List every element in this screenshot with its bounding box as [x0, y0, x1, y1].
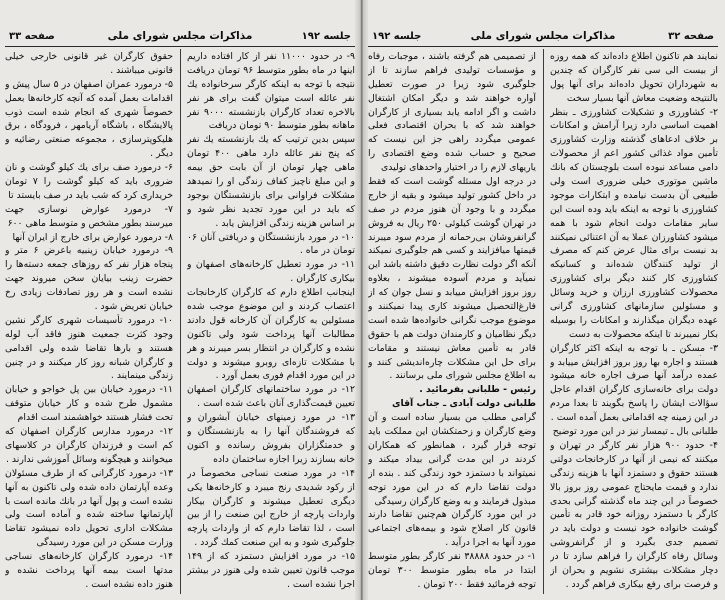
text-line: ۱۵- در مورد افزايش دستمزد كه از ۱۴۹: [187, 551, 355, 563]
text-line: بكار نميبرند تا اينكه محصولات به دست: [569, 328, 718, 340]
text-line: در اين مورد اقدام فورى بعمل آورد .: [215, 370, 355, 382]
page-number: صفحه ۳۲: [668, 31, 714, 42]
text-line: كه پنج نفر عائله دارد ماهى ۴۰۰ تومان: [187, 148, 355, 160]
text-line: تحت فشار هستند خواهشمند است اقدام: [17, 412, 173, 424]
text-line: ۶- درمورد صف براى يك كيلو گوشت و نان: [5, 162, 173, 174]
text-line: و مؤسسات توليدى فراهم سازند تا از: [368, 64, 536, 76]
text-line: داشت و اگر ادامه يابد بسيارى از كارگران: [368, 106, 536, 118]
text-line: دولت براى خانه‌سازى كارگران اقدام عاجل: [550, 384, 718, 396]
text-line: ۱- در حدود ۳۸۸۸۸ نفر كارگر بطور متوسط: [368, 551, 536, 563]
text-line: ۱۲- در مورد ساختمانهاى كارگران اصفهان: [187, 384, 355, 396]
text-line: قانون كار اصلاح شود و بيمه‌هاى اجتماعى: [368, 523, 536, 535]
text-line: خواهند شد كه با بحران اقتصادى فعلى: [368, 120, 536, 132]
text-line: بالاخره تعداد كارگران بازنشسته ۹۰۰۰ نفر: [187, 106, 355, 118]
text-line: و اين مبلغ ناچيز كفاف زندگى او را نميدهد: [187, 176, 355, 188]
text-line: به اطلاع مجلس شوراى ملى برسانند .: [389, 370, 536, 382]
text-line: ضرورى بايد كه كيلو گوشت را ۷ تومان: [5, 176, 173, 188]
text-line: اينها در ماه بطور متوسط ۹۶ تومان دريافت: [187, 64, 355, 76]
text-line: ميكنند كه نيمى از آنها در كارخانجات دولتى: [550, 453, 718, 465]
text-line: مشكلات ادارى تحويل داده نميشود تقاضا: [5, 523, 173, 535]
text-line: ديگر .: [150, 148, 173, 160]
text-line: جلوگيرى شود و به اين صنعت كمك گردد .: [194, 537, 355, 549]
page-33: [5, 28, 355, 596]
text-line: آنكه اگر دولت نظارت دقيق داشته باشد اين: [368, 259, 536, 271]
text-line: ميگردد و با وجود آن هنوز مردم در صف: [368, 203, 536, 215]
book-gutter: [355, 0, 368, 600]
text-line: ۸- درمورد عوارض براى خارج از ايران آنها: [12, 231, 173, 243]
text-line: تعيين قيمت‌گذارى آنان باعث شده است .: [197, 398, 355, 410]
text-line: ۱۲- درمورد مدارس كارگران اصفهان كه: [5, 426, 173, 438]
publication-title: مذاكرات مجلس شوراى ملى: [107, 30, 253, 42]
text-line: از توليد كنندگان شده‌اند و كسانيكه: [550, 259, 718, 271]
text-line: ديگر نظاميان و كارمندان دولت هم با حقوق: [368, 328, 536, 340]
text-line: بد نيست براى مثال عرض كنم كه مصرف: [550, 245, 718, 257]
page-header: [5, 28, 355, 47]
page-number: صفحه ۳۳: [9, 31, 55, 42]
text-line: و مسئولين سازمانهاى كشاورزى گرانى: [550, 301, 718, 313]
text-line: نشده است و پول آنها در بانك مانده است با: [5, 495, 173, 507]
text-line: نتيجه با توجه به اينكه كارگر سرخانواده يك: [187, 78, 355, 90]
text-line: ۱۳- درمورد كارگرانى كه از طرف مسئولان: [5, 467, 173, 479]
text-line: در تهران گوشت كيلوئى ۲۵۰ ريال به فروش: [368, 217, 536, 229]
session-label: جلسه ۱۹۲: [301, 31, 351, 42]
text-line: روز بروز افزايش مييابد و نسل جوان كه از: [368, 287, 536, 299]
text-line: ۱۴- درمورد كارگران كارخانه‌هاى نساجى: [5, 551, 173, 563]
text-line: ۱۱- در مورد تعطيل كارخانه‌هاى اصفهان و: [187, 259, 355, 271]
text-line: وجود كثرت جمعيت هنوز فاقد آب لوله: [5, 328, 173, 340]
text-line: بر اساس هزينه زندگى افزايش يابد .: [215, 217, 355, 229]
text-line: ۲- كشاورزى و تشكيلات كشاورزى ـ بنظر: [550, 106, 718, 118]
text-line: كشاورزى با توجه به اينكه بايد وده است اين: [550, 203, 718, 215]
text-line: محصولات كشاورزى ارزان و خريد وسائل: [550, 287, 718, 299]
text-line: هستند و اجاره بها روز بروز افزايش مييابد و: [550, 356, 718, 368]
text-line: تصميم جدى بگيرد و از گرانفروشى: [550, 537, 718, 549]
text-line: بالنتيجه وضعيت معاش آنها بسيار سخت: [566, 92, 718, 104]
text-line: دچار مشكلات بيشترى نشويم و بحران از: [550, 564, 718, 576]
text-column-left: [368, 50, 536, 593]
text-line: ۳- مسكن ـ با توجه به اينكه اكثر كارگران: [550, 342, 718, 354]
text-line: بر خلاف ادعاهاى گذشته وزارت كشاورزى: [550, 134, 718, 146]
text-line: بيكارى كارگران .: [290, 273, 355, 285]
text-line: آواره خواهند شد و ديگر امكان اشتغال: [368, 92, 536, 104]
text-line: قيمتها ميافزايند و كسى هم جلوگيرى نميكند: [368, 245, 536, 257]
text-line: وضع كارگران و زحمتكشان اين مملكت بايد: [368, 426, 536, 438]
text-line: ميرسند بطور مشخص و متوسط ماهى ۶۰۰: [7, 217, 173, 229]
text-line: ماهانه بطور متوسط ۹۰ تومان دريافت: [208, 120, 355, 132]
text-line: زندگى مينمايند .: [110, 370, 173, 382]
text-line: وعده آپارتمان داده شده ولى تاكنون به آنها: [5, 481, 173, 493]
text-line: در اين مورد كارگران هم‌چنين تقاضا دارند: [368, 509, 536, 521]
text-line: خانه بسازند زيرا اجازه ساختمان داده: [213, 453, 355, 465]
page-header: [368, 28, 718, 47]
text-line: كه بايد در اين مورد تجديد نظر شود و: [187, 203, 355, 215]
text-line: كه فروشندگان آنها را به بازنشستگان و: [187, 426, 355, 438]
speaker-line: رئيس - طلبانى بفرمائيد .: [419, 384, 536, 396]
text-line: اهميت اساسى دارد زيرا آرامش و امكانات: [550, 120, 718, 132]
text-line: سپس بدين ترتيب كه يك بازنشسته يك نفر: [187, 134, 355, 146]
text-line: نميتواند با دستمزد خود زندگى كند . بنده از: [368, 467, 536, 479]
text-line: صحيح و حساب شده وضع اقتصادى را: [368, 148, 536, 160]
text-line: و خدمتگزاران بفروش رسانده و اكنون: [187, 439, 355, 451]
text-line: ۱۳- در مورد زمينهاى خيابان آبشوران و: [187, 412, 355, 424]
text-line: مورد آنها به اجرا درآيد .: [445, 537, 536, 549]
text-line: از بيست الى سى نفر كارگران كه چندين: [550, 64, 718, 76]
text-line: ۴- حدود ۹۰۰ هزار نفر كارگر در تهران و: [550, 439, 718, 451]
text-line: ۵- درمورد عمران اصفهان در ۵ سال پيش و: [5, 78, 173, 90]
text-line: كشاورزى كار كنند ديگر براى كشاورزى: [550, 273, 718, 285]
text-line: هليكوپترسازى ، مجموعه صنعتى رضائيه و: [5, 134, 173, 146]
text-line: ۷- درمورد عوارض نوسازى جهت: [5, 203, 173, 215]
text-line: ياريهاى لازم را در اختيار واحدهاى توليدى: [380, 162, 536, 174]
text-line: توجه قرار گيرد ، همانطور كه همكاران: [368, 439, 536, 451]
page-32: [368, 28, 718, 596]
publication-title: مذاكرات مجلس شوراى ملى: [470, 30, 616, 42]
text-line: دامى مساعد نبوده است بلوچستان كه بانك: [550, 162, 718, 174]
text-line: ماهى چهار تومان از آن بابت حق بيمه: [187, 162, 355, 174]
text-line: پنجاه هزار نفر كه روزهاى جمعه دسته‌ها را: [5, 259, 173, 271]
text-line: ميخوانند و هيچگونه وسائل آموزشى ندارند .: [6, 453, 173, 465]
text-line: حقوق كارگران غير قانونى خارجى خيلى: [5, 51, 173, 62]
text-line: طلبانى بال ـ تيمسار نيز در اين مورد توضيح: [552, 426, 718, 438]
text-line: در داخل كشور توليد ميشود و بقيه از خارج: [368, 189, 536, 201]
text-line: فارغ‌التحصيل ميشوند كارى پيدا نميكنند و: [368, 301, 536, 313]
text-line: موجب قانون تعيين شده ولى هنوز در بيشتر: [187, 564, 355, 576]
text-line: جلوگيرى شود زيرا در صورت تعطيل: [368, 78, 536, 90]
text-line: مشكلات فراوانى براى بازنشستگان بوجود: [187, 189, 355, 201]
column-divider: [543, 49, 544, 594]
text-line: اعتصاب كردند و اين موضوع موجب شده: [187, 301, 355, 313]
speaker-line: طلبانى دولت آبادى ـ جناب آقاى: [391, 398, 536, 410]
text-line: كارگر با دستمزد روزانه خود قادر به تأمين: [550, 509, 718, 521]
text-line: توجه فرمائيد فقط ۲۰۰ تومان .: [417, 578, 536, 590]
text-line: ۹- درمورد خيابان زينبيه باعرض ۶ متر و: [5, 245, 173, 257]
text-line: ندارد و قيمت مايحتاج عمومى روز بروز بالا: [550, 481, 718, 493]
text-line: خيابان تعريض شود .: [94, 301, 173, 313]
text-line: در اين زمينه چه اقداماتى بعمل آمده است .: [550, 412, 718, 424]
text-line: دولت تقاضا دارم كه در اين مورد توجه: [368, 481, 536, 493]
text-line: مشمول طرح شده و كار خيابان متوقف: [5, 398, 173, 410]
session-label: جلسه ۱۹۲: [372, 31, 422, 42]
text-line: در درجه اول مسئله گوشت است كه فقط: [368, 176, 536, 188]
text-line: ماشين موتورى خيلى ضرورى است ولى: [550, 176, 718, 188]
text-line: مسئولين به كارگران آن كارخانه قول دادند: [187, 314, 355, 326]
text-line: اجرا نشده است .: [287, 578, 355, 590]
text-line: نشده و كارگران در انتظار بسر ميبرند و هر: [187, 342, 355, 354]
text-line: كم است و فرزندان كارگران در كلاسهاى: [5, 439, 173, 451]
text-line: ميشود كشاورزان عملا به آن اعتنائى نميكنند: [550, 231, 718, 243]
text-line: گرامى مطلب من بسيار ساده است و آن: [368, 412, 536, 424]
text-line: گرانفروشان بى‌رحمانه از مردم سود ميبرند: [368, 231, 536, 243]
text-line: ۱۱- درمورد خيابان بين پل خواجو و خيابان: [5, 384, 173, 396]
text-line: اقدامات بعمل آمده كه آنچه كارخانه‌ها بعمل: [5, 92, 173, 104]
text-line: نشده است و هر روز تصادفات زيادى رخ: [5, 287, 173, 299]
text-line: ابتدا در ماه بطور متوسط ۳۰۰ تومان: [368, 564, 536, 576]
text-line: قادر به تأمين معاش نيستند و مقامات: [368, 342, 536, 354]
text-line: نفر عائله است ميتوان گفت براى هر نفر: [187, 92, 355, 104]
text-line: است ، لذا تقاضا دارم كه از واردات پارچه: [187, 523, 355, 535]
text-line: واردات پارچه از خارج اين صنعت را از بين: [187, 509, 355, 521]
text-line: خصوصاً در اين چند ماه گذشته گرانى بحدى: [550, 495, 718, 507]
text-column-left: [5, 50, 173, 593]
text-line: با مشكلات تازه‌اى روبرو ميشوند و دولت: [187, 356, 355, 368]
text-line: پالايشگاه ، باشگاه آريامهر ، فرودگاه ، برق: [5, 120, 173, 132]
text-line: مبذول فرمايند و به وضع كارگران رسيدگى: [374, 495, 536, 507]
text-line: موضوع موجب نگرانى خانواده‌ها شده است: [368, 314, 536, 326]
text-line: تومان در ماه .: [299, 245, 355, 257]
text-line: آپارتمانها ساخته شده و آماده است ولى: [5, 509, 173, 521]
text-line: عمده درآمد آنها صرف اجاره خانه ميشود: [550, 370, 718, 382]
text-line: وزارت مسكن در اين مورد رسيدگى: [36, 537, 173, 549]
text-line: از ركود شديدى رنج ميبرد و كارخانه‌ها يكى: [187, 481, 355, 493]
text-line: قانونى ميباشند .: [110, 64, 173, 76]
text-line: هستند حقوق و دستمزد آنها با هزينه زندگى: [550, 467, 718, 479]
text-line: و كارگران شبانه روز كار ميكنند و در چنين: [5, 356, 173, 368]
text-line: تأمين مواد غذائى كشور اعم از محصولات: [550, 148, 718, 160]
text-line: كردند در اين مدت گرانى بيداد ميكند و: [368, 453, 536, 465]
text-line: طبيعى آن بدست نيامده و ابتكارات موجود: [550, 189, 718, 201]
text-line: عهده ديگران ميگذارند و امكانات را بوسيله: [550, 314, 718, 326]
column-divider: [180, 49, 181, 594]
text-line: از تصميمى هم گرفته باشند ، موجبات رفاه: [368, 51, 536, 62]
text-line: ساير مقامات دولت انجام شود با همه: [550, 217, 718, 229]
text-line: مدتها است بيمه آنها پرداخت نشده و: [5, 564, 173, 576]
text-line: گوشت خانواده خود نيست و دولت بايد در: [550, 523, 718, 535]
text-line: هنوز داده نشده است .: [85, 578, 173, 590]
text-line: وسائل رفاه كارگران را فراهم سازد تا در: [550, 551, 718, 563]
text-line: براى حل اين مشكلات چاره‌انديشى كنند و: [368, 356, 536, 368]
text-line: خصوصاً شهرى كه انجام شده است ذوب: [5, 106, 173, 118]
text-line: به شهرداران تحويل داده‌اند براى آنها پول: [550, 78, 718, 90]
text-line: نميآيد و مردم آسوده ميشوند ، بعلاوه: [368, 273, 536, 285]
text-line: ۱۰- در مورد بازنشستگان و دريافتى آنان ۰۶: [187, 231, 355, 243]
text-line: خريدارى كرد كه شب بايد در صف بايستد تا: [8, 189, 173, 201]
text-line: اينجانب اطلاع دارم كه كارگران كارخانجات: [187, 287, 355, 299]
text-line: نمايند هم تاكنون اطلاع داده‌اند كه همه روزه: [550, 51, 718, 62]
text-line: ۹- در حدود ۱۱۰۰۰ نفر از كار افتاده داريم: [187, 51, 355, 62]
text-line: سؤالات ايشان را پاسخ بگويند تا بعدا مردم: [550, 398, 718, 410]
text-line: عمومى ميگردد راهى جز اين نيست كه: [368, 134, 536, 146]
text-line: ۱۰- درمورد تأسيسات شهرى كارگر نشين: [5, 314, 173, 326]
text-line: هستند و بارها تقاضا شده ولى اقدامى: [5, 342, 173, 354]
text-column-right: [187, 50, 355, 593]
text-line: ۱۴- در مورد صنعت نساجى مخصوصاً در: [187, 467, 355, 479]
text-line: مطالبات آنها پرداخت شود ولى تاكنون: [187, 328, 355, 340]
text-column-right: [550, 50, 718, 593]
text-line: حضرت زينب بيايان سخن ميروند جهت: [5, 273, 173, 285]
text-line: و فرصت براى رفع بيكارى فراهم گردد .: [565, 578, 718, 590]
text-line: ديگرى تعطيل ميشوند و كارگران بيكار: [187, 495, 355, 507]
